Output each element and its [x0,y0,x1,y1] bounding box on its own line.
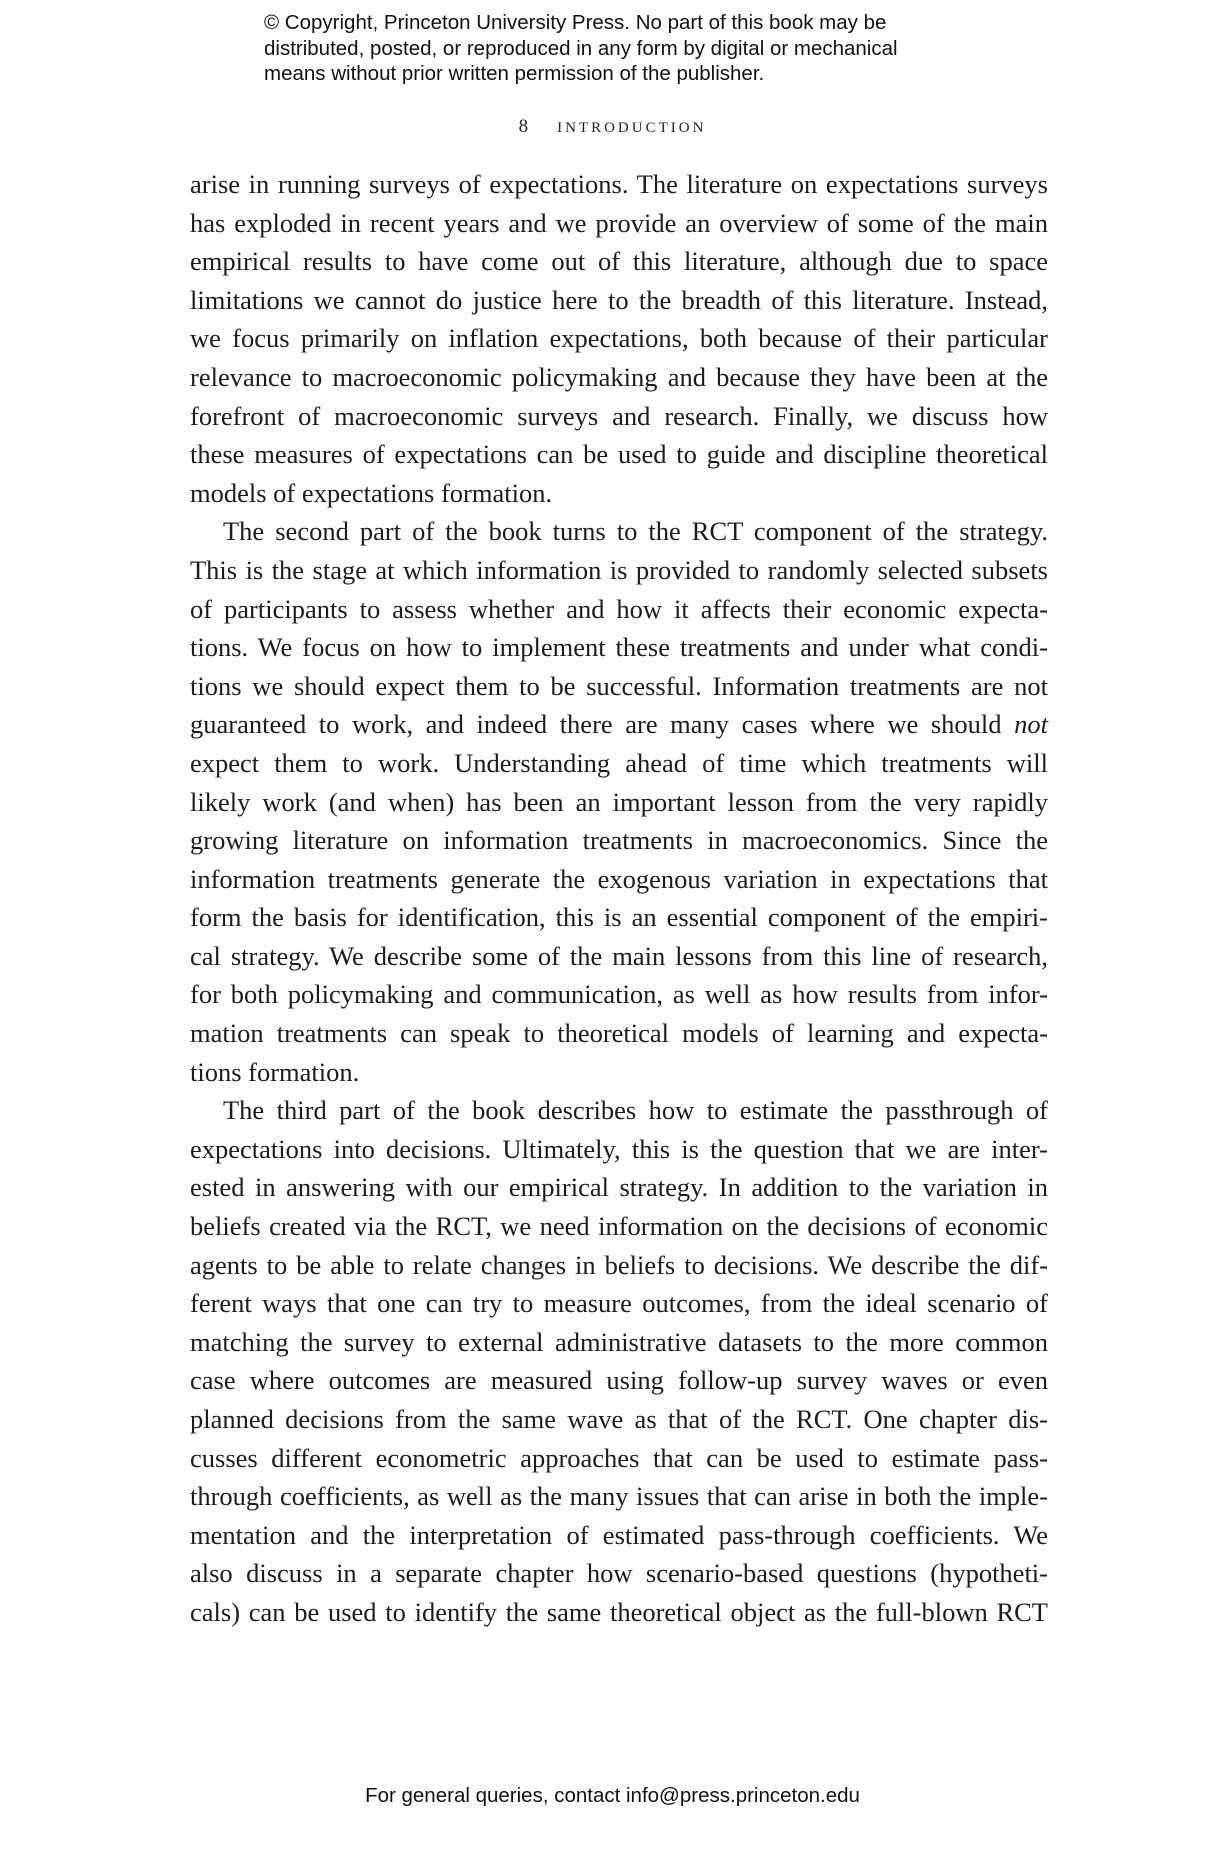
text-line: beliefs created via the RCT, we need information on the decisions of economic [190,1211,1048,1242]
text-line: of participants to assess whether and how it affects their economic expecta- [190,593,1048,624]
text-line: expectations into decisions. Ultimately, this is the question that we are inter- [190,1133,1048,1164]
text-line: agents to be able to relate changes in beliefs to decisions. We describe the dif- [190,1249,1048,1280]
text-line: form the basis for identification, this is an essential component of the empiri- [190,902,1048,933]
text-line: ested in answering with our empirical strategy. In addition to the variation in [190,1172,1048,1203]
text-run: guaranteed to work, and indeed there are many cases where we should [190,709,1002,740]
text-line: cal strategy. We describe some of the main lessons from this line of research, [190,940,1048,971]
text-line: tions. We focus on how to implement these treatments and under what condi- [190,632,1048,663]
paragraph [190,512,1048,1091]
text-line: through coefficients, as well as the many issues that can arise in both the imple- [190,1481,1048,1512]
paragraph [190,165,1048,512]
text-line: models of expectations formation. [190,477,553,508]
text-line [190,705,1048,744]
text-line: ferent ways that one can try to measure outcomes, from the ideal scenario of [190,1288,1048,1319]
text-line: tions formation. [190,1056,360,1087]
text-line: matching the survey to external administrative datasets to the more common [190,1326,1048,1357]
text-line: growing literature on information treatments in macroeconomics. Since the [190,825,1048,856]
text-line: This is the stage at which information is provided to randomly selected subsets [190,554,1048,585]
text-line: information treatments generate the exogenous variation in expectations that [190,863,1048,894]
emphasis-text: not [1014,709,1048,740]
text-line: cusses different econometric approaches that can be used to estimate pass- [190,1442,1048,1473]
copyright-line: distributed, posted, or reproduced in any form by digital or mechanical [264,36,898,60]
body-text [190,165,1048,1632]
text-line: also discuss in a separate chapter how scenario-based questions (hypotheti- [190,1558,1048,1589]
section-title: introduction [557,112,707,137]
text-line: these measures of expectations can be used to guide and discipline theoretical [190,439,1048,470]
text-line: expect them to work. Understanding ahead of time which treatments will [190,747,1048,778]
text-line: The third part of the book describes how to estimate the passthrough of [223,1095,1048,1126]
text-line: limitations we cannot do justice here to the breadth of this literature. Instead, [190,284,1048,315]
text-line: case where outcomes are measured using follow-up survey waves or even [190,1365,1048,1396]
paragraph [190,1091,1048,1631]
text-line: likely work (and when) has been an important lesson from the very rapidly [190,786,1048,817]
text-line: relevance to macroeconomic policymaking and because they have been at the [190,361,1048,392]
footer-contact: For general queries, contact info@press.princeton.edu [365,1784,860,1807]
text-line: arise in running surveys of expectations. The literature on expectations surveys [190,169,1048,199]
text-line: empirical results to have come out of this literature, although due to space [190,246,1048,277]
page-number: 8 [518,116,529,137]
text-line: we focus primarily on inflation expectations, both because of their particular [190,323,1048,354]
text-line: cals) can be used to identify the same theoretical object as the full-blown RCT [190,1596,1048,1627]
text-line: for both policymaking and communication, as well as how results from infor- [190,979,1048,1010]
text-line: The second part of the book turns to the RCT component of the strategy. [223,516,1048,547]
text-line: planned decisions from the same wave as that of the RCT. One chapter dis- [190,1404,1048,1434]
text-line: has exploded in recent years and we provide an overview of some of the main [190,207,1048,238]
copyright-line: means without prior written permission of the publisher. [264,62,765,85]
text-line: forefront of macroeconomic surveys and research. Finally, we discuss how [190,400,1048,431]
copyright-notice [264,10,1024,87]
text-line: tions we should expect them to be successful. Information treatments are not [190,670,1048,701]
text-line: mentation and the interpretation of estimated pass-through coefficients. We [190,1519,1048,1550]
copyright-line: © Copyright, Princeton University Press. No part of this book may be [264,11,887,34]
text-line: mation treatments can speak to theoretical models of learning and expecta- [190,1018,1048,1049]
running-head [0,112,1225,138]
